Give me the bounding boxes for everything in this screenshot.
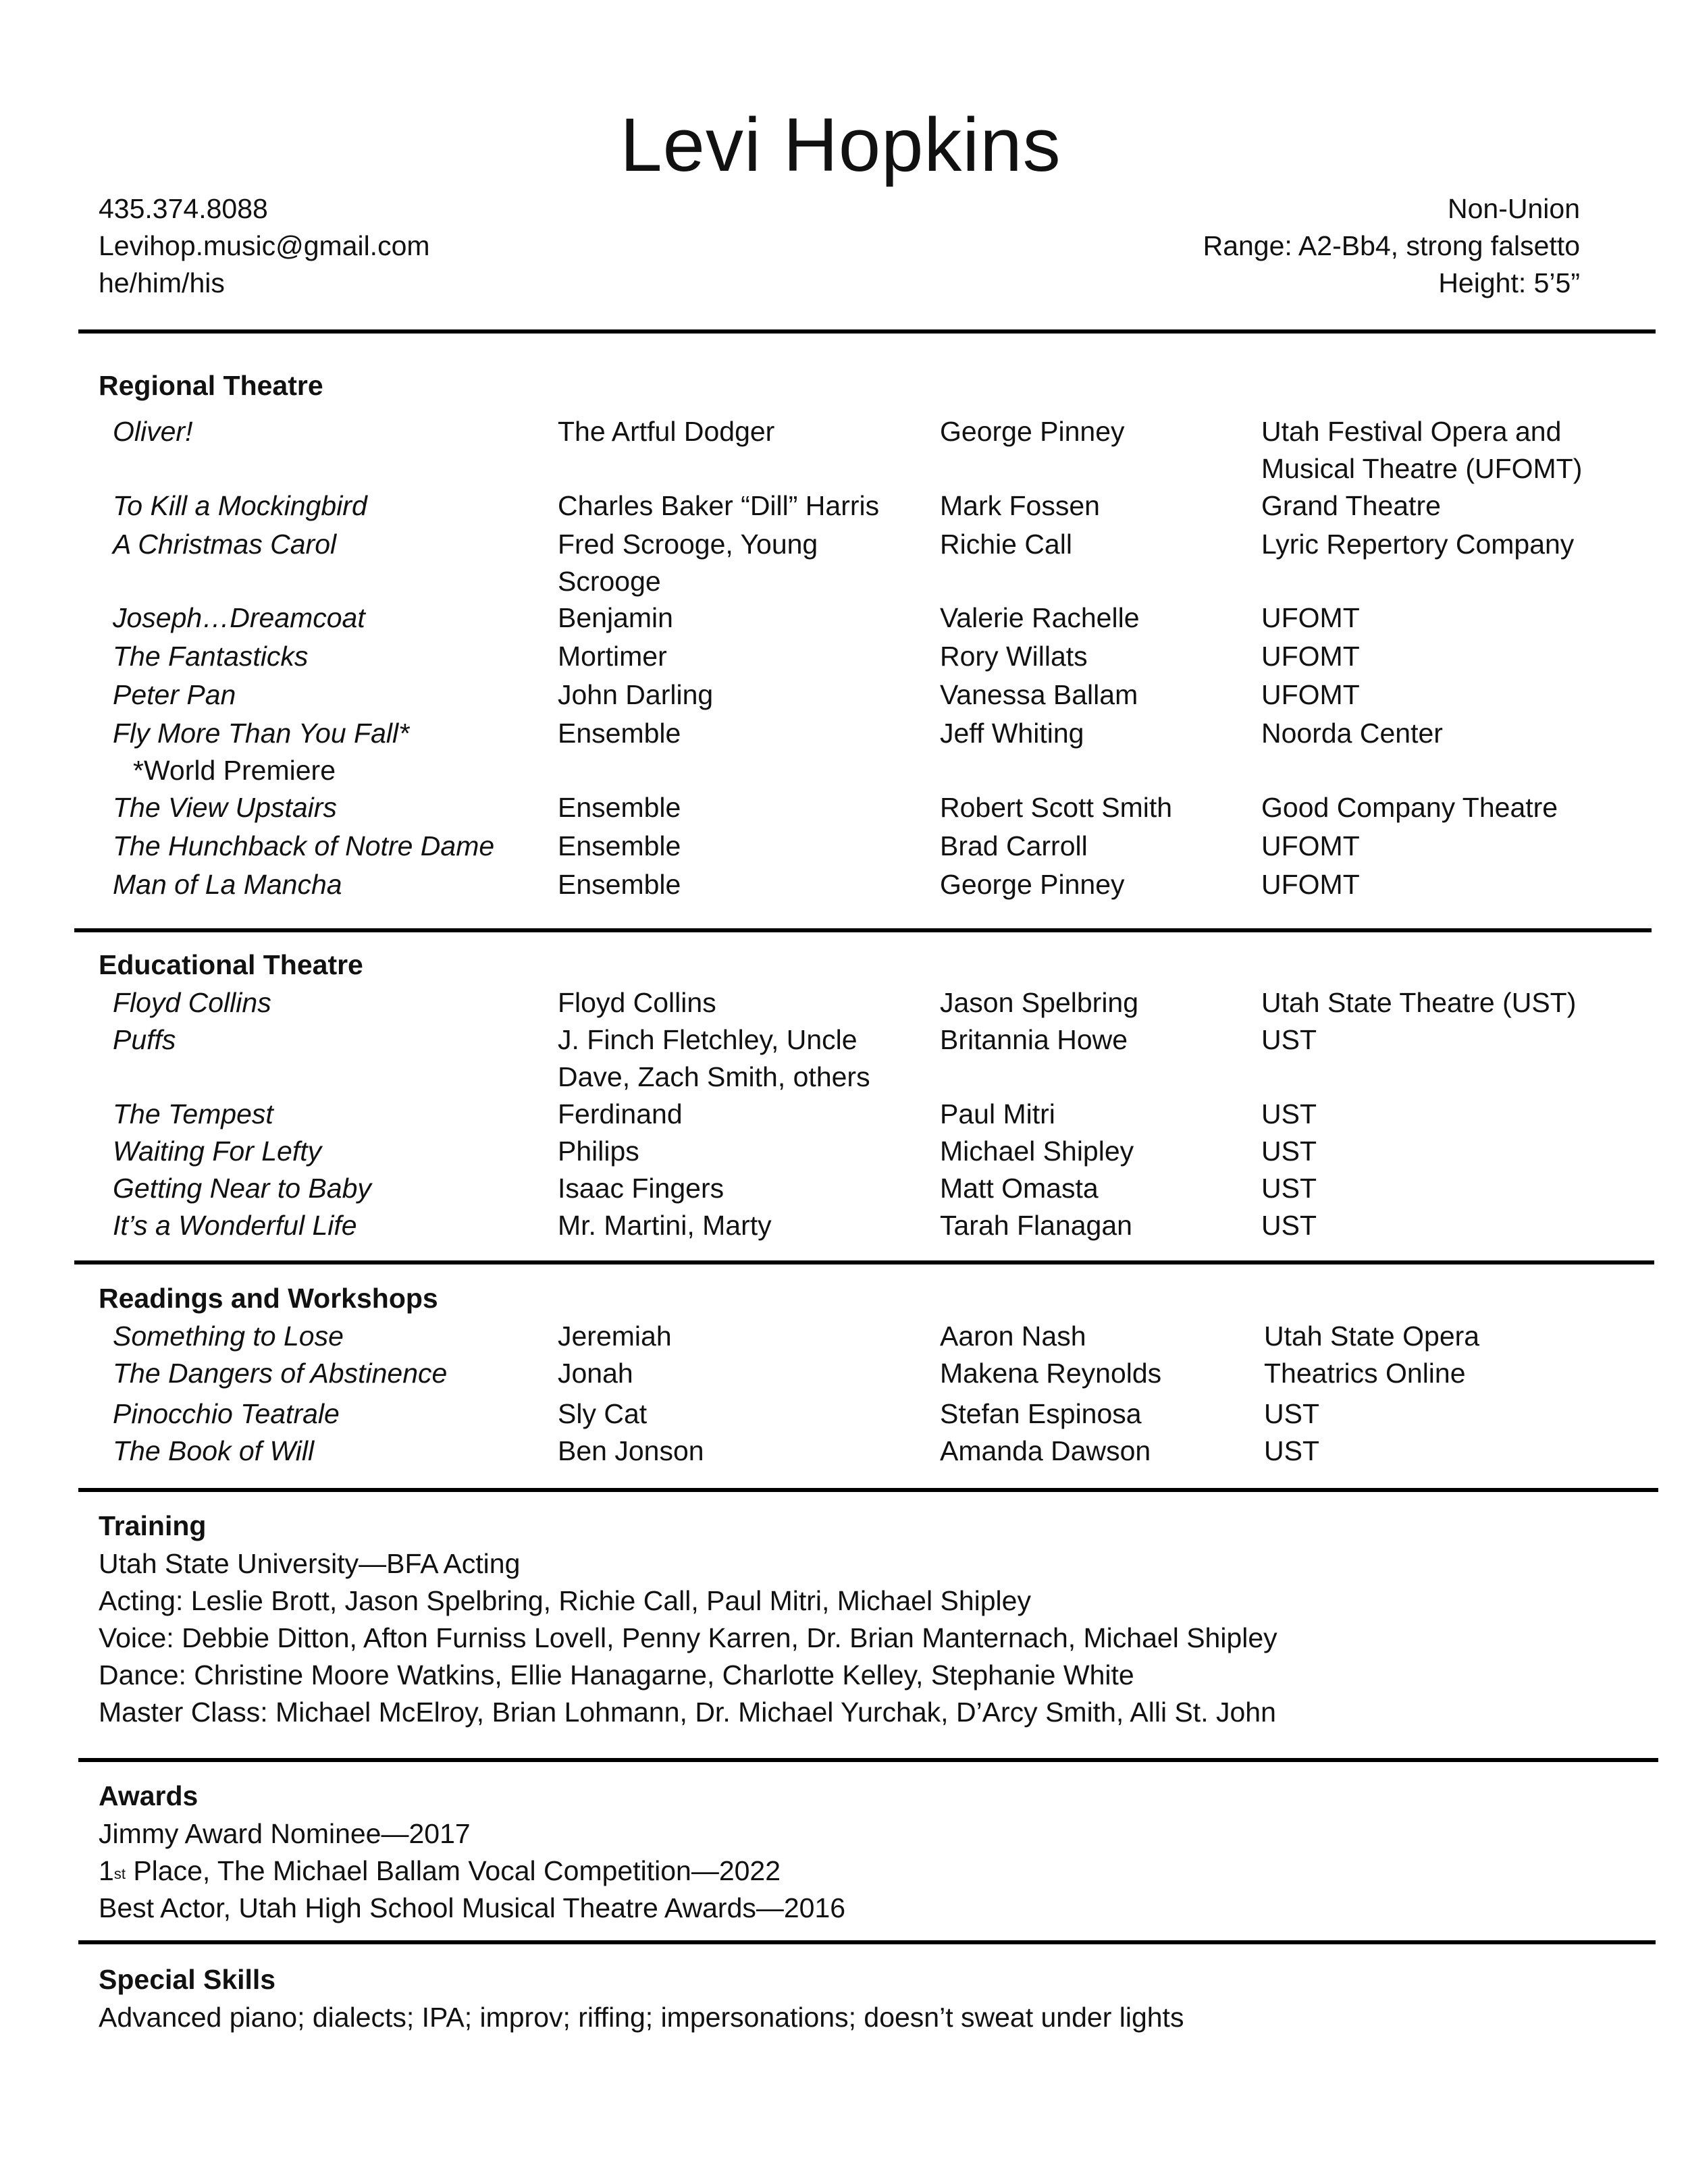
training-line: Acting: Leslie Brott, Jason Spelbring, Richie Call, Paul Mitri, Michael Shipley [99,1585,1031,1616]
credit-row [0,1395,1688,1433]
role: Ensemble [558,869,681,900]
show-title: To Kill a Mockingbird [113,490,367,521]
show-title: Oliver! [113,416,193,447]
venue: Lyric Repertory Company [1261,529,1575,560]
educational-credits [0,984,1688,1244]
section-heading-awards: Awards [99,1780,199,1811]
role: Floyd Collins [558,987,716,1018]
role: Ensemble [558,830,681,861]
awards-list [99,1815,845,1927]
role: Isaac Fingers [558,1173,724,1204]
venue: Good Company Theatre [1261,792,1558,823]
training-list [99,1545,1277,1731]
role: Ben Jonson [558,1435,704,1466]
venue: UST [1261,1136,1317,1167]
credit-row [0,1355,1688,1395]
vocal-range: Range: A2-Bb4, strong falsetto [1203,230,1580,261]
director: Matt Omasta [940,1173,1099,1204]
show-title: Floyd Collins [113,987,271,1018]
credit-row [0,1096,1688,1133]
credit-row [0,1318,1688,1355]
training-line: Master Class: Michael McElroy, Brian Lohmann, Dr. Michael Yurchak, D’Arcy Smith, Alli St. John [99,1697,1276,1728]
credit-row [0,600,1688,638]
director: George Pinney [940,416,1125,447]
role: Fred Scrooge, Young Scrooge [558,529,818,597]
training-line: Dance: Christine Moore Watkins, Ellie Hanagarne, Charlotte Kelley, Stephanie White [99,1659,1134,1690]
director: Michael Shipley [940,1136,1134,1167]
show-title: Man of La Mancha [113,869,342,900]
award-line: 1st Place, The Michael Ballam Vocal Competition—2022 [99,1855,781,1886]
role: Jonah [558,1358,633,1389]
role: Ferdinand [558,1098,683,1129]
credit-row [0,866,1688,905]
director: Jason Spelbring [940,987,1139,1018]
readings-credits [0,1318,1688,1470]
show-title: The View Upstairs [113,792,337,823]
director: Paul Mitri [940,1098,1055,1129]
section-heading-educational: Educational Theatre [99,949,363,980]
role: Ensemble [558,792,681,823]
director: Amanda Dawson [940,1435,1151,1466]
director: Britannia Howe [940,1024,1128,1055]
skills-line: Advanced piano; dialects; IPA; improv; riffing; impersonations; doesn’t sweat under lights [99,2002,1184,2033]
credit-row [0,1433,1688,1470]
role: J. Finch Fletchley, Uncle Dave, Zach Smith, others [558,1024,870,1092]
credit-row [0,1021,1688,1096]
show-title: Waiting For Lefty [113,1136,322,1167]
training-line: Voice: Debbie Ditton, Afton Furniss Lovell, Penny Karren, Dr. Brian Manternach, Michael Shipley [99,1622,1277,1653]
credit-row [0,676,1688,715]
venue: Theatrics Online [1264,1358,1466,1389]
role: Charles Baker “Dill” Harris [558,490,880,521]
show-title: Getting Near to Baby [113,1173,371,1204]
divider [78,1488,1658,1492]
credit-row [0,526,1688,600]
email-address: Levihop.music@gmail.com [99,230,430,261]
venue: UFOMT [1261,869,1360,900]
skills-list [99,1999,1184,2036]
show-title: Fly More Than You Fall* *World Premiere [113,715,409,789]
venue: UFOMT [1261,641,1360,672]
venue: Utah State Opera [1264,1321,1480,1352]
director: Vanessa Ballam [940,679,1138,710]
show-title: Peter Pan [113,679,236,710]
venue: UFOMT [1261,679,1360,710]
pronouns: he/him/his [99,267,225,298]
credit-row [0,715,1688,789]
credit-row [0,1170,1688,1207]
show-title: Joseph…Dreamcoat [113,602,365,633]
divider [78,329,1656,334]
regional-credits [0,413,1688,905]
venue: UFOMT [1261,602,1360,633]
venue: UST [1261,1173,1317,1204]
credit-row [0,1133,1688,1170]
role: Sly Cat [558,1398,648,1429]
credit-row [0,487,1688,526]
divider [74,1260,1654,1264]
venue: UST [1261,1210,1317,1241]
director: Stefan Espinosa [940,1398,1142,1429]
credit-row [0,828,1688,866]
credit-row [0,638,1688,676]
show-title: The Book of Will [113,1435,315,1466]
divider [78,1758,1658,1762]
credit-row [0,413,1688,487]
director: Richie Call [940,529,1072,560]
director: Makena Reynolds [940,1358,1162,1389]
director: Mark Fossen [940,490,1100,521]
director: George Pinney [940,869,1125,900]
role: John Darling [558,679,714,710]
credit-row [0,1207,1688,1244]
show-title: It’s a Wonderful Life [113,1210,357,1241]
role: Ensemble [558,718,681,749]
venue: Utah Festival Opera and Musical Theatre (UFOMT) [1261,416,1583,484]
venue: UST [1264,1435,1319,1466]
section-heading-training: Training [99,1510,207,1541]
vitals-info [1203,190,1580,302]
phone-number: 435.374.8088 [99,193,268,224]
height: Height: 5’5” [1438,267,1580,298]
resume-name: Levi Hopkins [620,103,1061,187]
show-title: Something to Lose [113,1321,344,1352]
venue: Grand Theatre [1261,490,1441,521]
show-title: Puffs [113,1024,176,1055]
section-heading-regional: Regional Theatre [99,370,323,401]
role: Jeremiah [558,1321,672,1352]
role: Benjamin [558,602,673,633]
role: Philips [558,1136,639,1167]
divider [74,928,1652,932]
show-title: The Tempest [113,1098,273,1129]
director: Aaron Nash [940,1321,1086,1352]
director: Robert Scott Smith [940,792,1173,823]
venue: UFOMT [1261,830,1360,861]
award-line: Jimmy Award Nominee—2017 [99,1818,471,1849]
show-title: The Dangers of Abstinence [113,1358,448,1389]
show-title: The Hunchback of Notre Dame [113,830,495,861]
director: Valerie Rachelle [940,602,1140,633]
director: Brad Carroll [940,830,1088,861]
contact-info [99,190,430,302]
director: Tarah Flanagan [940,1210,1132,1241]
director: Rory Willats [940,641,1088,672]
venue: UST [1261,1098,1317,1129]
show-title: A Christmas Carol [113,529,337,560]
venue: Noorda Center [1261,718,1443,749]
role: Mortimer [558,641,667,672]
section-heading-readings: Readings and Workshops [99,1283,438,1314]
role: Mr. Martini, Marty [558,1210,772,1241]
show-title: Pinocchio Teatrale [113,1398,340,1429]
credit-row [0,789,1688,828]
venue: UST [1261,1024,1317,1055]
venue: UST [1264,1398,1319,1429]
credit-row [0,984,1688,1021]
training-line: Utah State University—BFA Acting [99,1548,521,1579]
director: Jeff Whiting [940,718,1084,749]
award-line: Best Actor, Utah High School Musical Theatre Awards—2016 [99,1892,846,1923]
role: The Artful Dodger [558,416,775,447]
union-status: Non-Union [1448,193,1580,224]
venue: Utah State Theatre (UST) [1261,987,1577,1018]
show-title: The Fantasticks [113,641,309,672]
premiere-note: *World Premiere [133,755,336,786]
divider [78,1940,1656,1944]
section-heading-skills: Special Skills [99,1964,276,1995]
